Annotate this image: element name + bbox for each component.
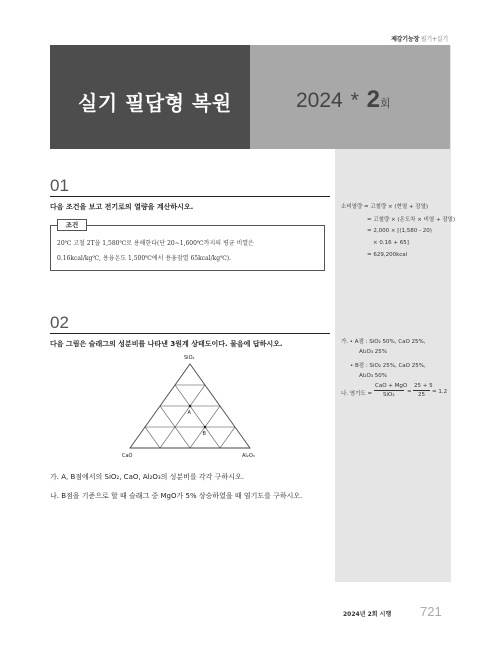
point-b-marker — [204, 426, 207, 429]
question-text-02: 다음 그림은 슬래그의 성분비를 나타낸 3원계 상태도이다. 물음에 답하시오. — [50, 340, 283, 348]
ternary-phase-diagram — [120, 350, 260, 465]
book-subtitle: 필기+실기 — [420, 36, 448, 43]
answer-02-a-line-2: Al₂O₃ 25% — [359, 349, 388, 355]
answer-01-line-2: = 고철량 × (온도차 × 비열 + 잠열) — [367, 217, 456, 223]
answer-01-line-4: × 0.16 + 65] — [373, 240, 409, 246]
question-divider-01 — [50, 196, 330, 197]
session-number: 2 — [366, 86, 380, 113]
answer-02-b-numerator-2: 25 + 5 — [414, 383, 433, 389]
condition-line-2: 0.16kcal/kg℃, 용융온도 1,500℃에서 용융잠열 65kcal/kg℃). — [57, 255, 232, 262]
condition-line-1: 20℃ 고철 2T을 1,580℃로 용해한다(단 20~1,600℃까지의 평균 비열은 — [57, 240, 254, 247]
vertex-label-top: SiO₂ — [184, 355, 195, 361]
condition-label: 조건 — [57, 219, 87, 231]
page-number: 721 — [420, 604, 442, 619]
point-a-marker — [189, 405, 192, 408]
sub-question-a: 가. A, B점에서의 SiO₂, CaO, Al₂O₃의 성분비를 각각 구하시오. — [50, 473, 244, 481]
point-b-label: B — [202, 431, 206, 437]
answer-02-b-numerator: CaO + MgO — [375, 383, 408, 389]
question-divider-02 — [50, 333, 330, 334]
answer-02-b-prefix: 나. 염기도 = — [341, 391, 373, 397]
vertex-label-right: Al₂O₃ — [242, 453, 255, 459]
header-brand — [391, 34, 448, 43]
answer-02-a-line-1: 가. • A점 : SiO₂ 50%, CaO 25%, — [341, 339, 426, 345]
answer-01-line-5: = 629,200kcal — [367, 252, 408, 258]
star-separator: * — [350, 89, 359, 112]
answer-02-b-result: = 1.2 — [432, 389, 448, 395]
vertex-label-left: CaO — [122, 453, 133, 459]
answer-02-b-fraction-bar-2 — [413, 390, 430, 391]
footer-session: 2024년 2회 시행 — [343, 611, 392, 618]
answer-02-a-line-3: • B점 : SiO₂ 25%, CaO 25%, — [350, 363, 426, 369]
question-number-02: 02 — [50, 313, 69, 332]
answer-01-line-1: 소비열량 = 고철량 × (현열 + 잠열) — [341, 204, 429, 210]
answer-02-b-denominator-2: 25 — [418, 392, 425, 398]
answer-02-a-line-4: Al₂O₃ 50% — [359, 373, 388, 379]
book-title: 제강기능장 — [391, 36, 420, 43]
session-suffix: 회 — [379, 98, 391, 110]
sub-question-b: 나. B점을 기준으로 할 때 슬래그 중 MgO가 5% 상승하였을 때 염기도를 구하시오. — [50, 492, 303, 500]
answer-02-b-fraction-bar — [374, 390, 404, 391]
answer-01-line-3: = 2,000 × [(1,580 - 20) — [367, 228, 432, 234]
answer-02-b-denominator: SiO₂ — [383, 392, 395, 398]
condition-box — [50, 225, 325, 271]
exam-session — [296, 86, 391, 114]
exam-year: 2024 — [296, 89, 343, 112]
question-number-01: 01 — [50, 176, 69, 195]
page-title: 실기 필답형 복원 — [78, 91, 232, 115]
answer-02-b-equals: = — [407, 389, 412, 395]
question-text-01: 다음 조건을 보고 전기로의 열량을 계산하시오. — [50, 203, 194, 211]
point-a-label: A — [187, 410, 191, 416]
